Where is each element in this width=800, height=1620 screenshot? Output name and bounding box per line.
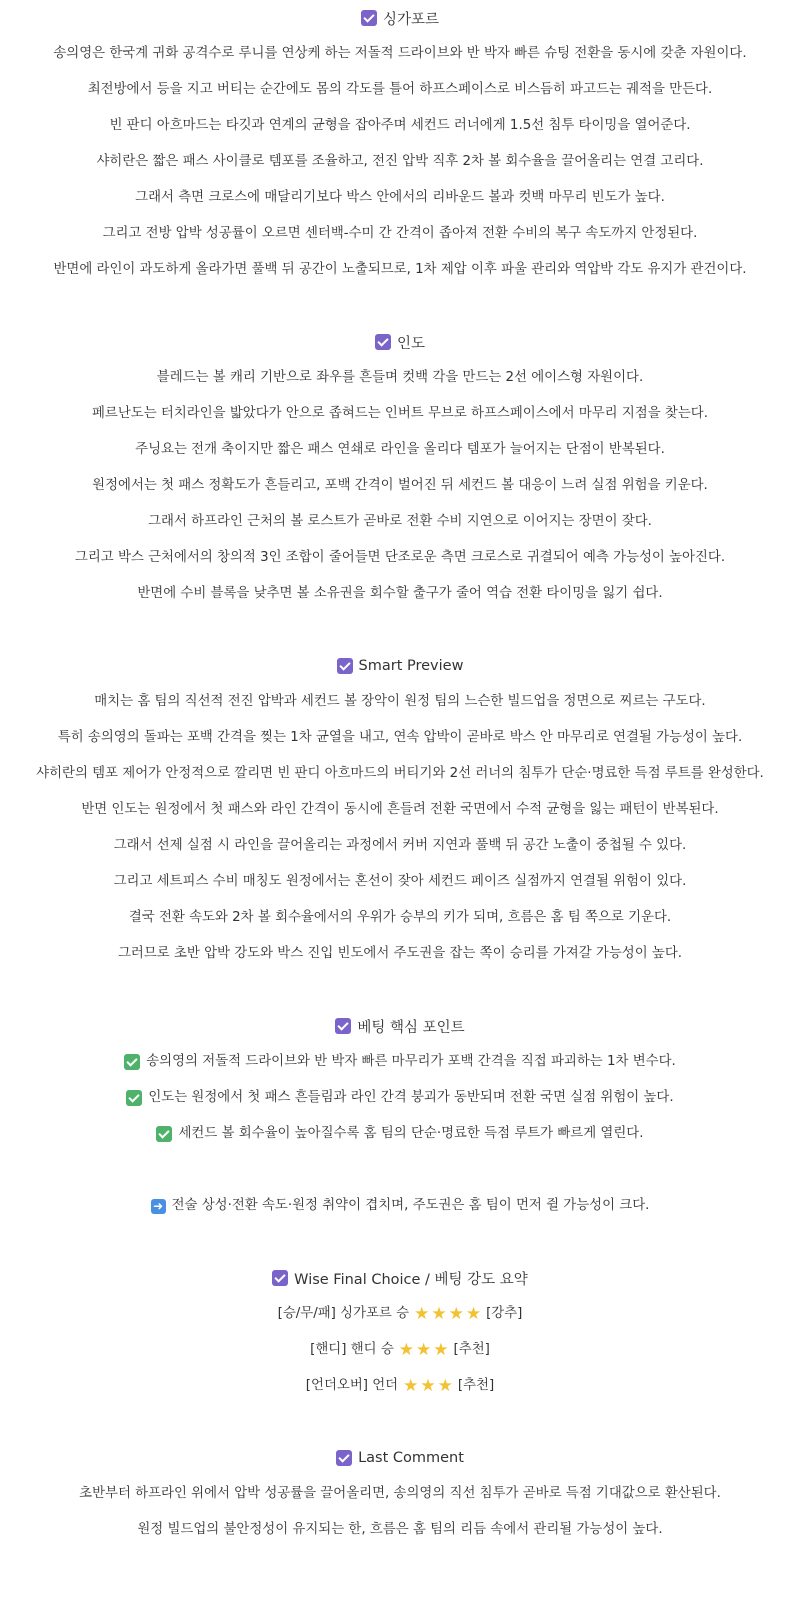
paragraph-line: 원정에서는 첫 패스 정확도가 흔들리고, 포백 간격이 벌어진 뒤 세컨드 볼 대응이 느려 실점 위험을 키운다. [92, 478, 708, 493]
paragraph-line: 그리고 전방 압박 성공률이 오르면 센터백-수미 간 간격이 좁아져 전환 수비의 복구 속도까지 안정된다. [102, 226, 698, 241]
section-betting-points [0, 1014, 800, 1218]
betting-conclusion [0, 1194, 800, 1218]
star-icon: ★ [403, 1375, 419, 1396]
check-mark-icon [156, 1126, 172, 1142]
spacer [0, 978, 800, 1014]
section-heading [0, 330, 800, 354]
section-final-choice [0, 1266, 800, 1398]
pick-label: [승/무/패] 싱가포르 승 [277, 1306, 410, 1321]
section-title: 인도 [396, 335, 425, 352]
star-icon: ★ [416, 1339, 432, 1360]
star-icon: ★ [465, 1303, 482, 1324]
section-title: 싱가포르 [382, 11, 440, 28]
section-heading [0, 1266, 800, 1290]
section-heading [0, 654, 800, 678]
checkbox-icon [361, 10, 377, 26]
checkbox-icon [335, 1018, 351, 1034]
paragraph-line: 초반부터 하프라인 위에서 압박 성공률을 끌어올리면, 송의영의 직선 침투가 곧바로 득점 기대값으로 환산된다. [79, 1486, 721, 1501]
paragraph-line: 송의영은 한국계 귀화 공격수로 루니를 연상케 하는 저돌적 드라이브와 반 박자 빠른 슈팅 전환을 동시에 갖춘 자원이다. [53, 46, 747, 61]
paragraph-line: 빈 판디 아흐마드는 타깃과 연계의 균형을 잡아주며 세컨드 러너에게 1.5선 침투 타이밍을 열어준다. [109, 118, 691, 133]
pick-label: [핸디] 핸디 승 [310, 1342, 394, 1357]
paragraph-line: 그래서 하프라인 근처의 볼 로스트가 곧바로 전환 수비 지연으로 이어지는 장면이 잦다. [148, 514, 652, 529]
paragraph-line: 주닝요는 전개 축이지만 짧은 패스 연쇄로 라인을 올리다 템포가 늘어지는 단점이 반복된다. [135, 442, 665, 457]
paragraph-line: 샤히란은 짧은 패스 사이클로 템포를 조율하고, 전진 압박 직후 2차 볼 회수율을 끌어올리는 연결 고리다. [96, 154, 704, 169]
paragraph-line: 블레드는 볼 캐리 기반으로 좌우를 흔들며 컷백 각을 만드는 2선 에이스형 자원이다. [156, 370, 644, 385]
pick-tag: [추천] [453, 1342, 490, 1357]
star-icon: ★ [448, 1303, 464, 1324]
star-rating [413, 1303, 482, 1324]
star-icon: ★ [398, 1339, 415, 1360]
checkbox-icon [375, 334, 391, 350]
paragraph-line: 그리고 박스 근처에서의 창의적 3인 조합이 줄어들면 단조로운 측면 크로스로 귀결되어 예측 가능성이 높아진다. [74, 550, 726, 565]
paragraph-line: 그래서 측면 크로스에 매달리기보다 박스 안에서의 리바운드 볼과 컷백 마무리 빈도가 높다. [135, 190, 665, 205]
section-heading [0, 6, 800, 30]
pick-row [0, 1302, 800, 1326]
section-last-comment [0, 1446, 800, 1542]
paragraph-line: 결국 전환 속도와 2차 볼 회수율에서의 우위가 승부의 키가 되며, 흐름은 홈 팀 쪽으로 기운다. [128, 910, 672, 925]
spacer [0, 1410, 800, 1446]
paragraph-line: 매치는 홈 팀의 직선적 전진 압박과 세컨드 볼 장악이 원정 팀의 느슨한 빌드업을 정면으로 찌르는 구도다. [94, 694, 706, 709]
paragraph-line: 반면 인도는 원정에서 첫 패스와 라인 간격이 동시에 흔들려 전환 국면에서 수적 균형을 잃는 패턴이 반복된다. [81, 802, 719, 817]
star-icon: ★ [420, 1375, 436, 1396]
pick-tag: [강추] [486, 1306, 523, 1321]
section-title: 베팅 핵심 포인트 [357, 1019, 465, 1036]
paragraph-line: 페르난도는 터치라인을 밟았다가 안으로 좁혀드는 인버트 무브로 하프스페이스에서 마무리 지점을 찾는다. [92, 406, 708, 421]
star-icon: ★ [414, 1303, 430, 1324]
paragraph-line: 특히 송의영의 돌파는 포백 간격을 찢는 1차 균열을 내고, 연속 압박이 곧바로 박스 안 마무리로 연결될 가능성이 높다. [57, 730, 743, 745]
star-icon: ★ [431, 1303, 447, 1324]
section-title: Last Comment [358, 1450, 464, 1466]
checkbox-icon [272, 1270, 288, 1286]
check-mark-icon [124, 1054, 140, 1070]
paragraph-line: 그래서 선제 실점 시 라인을 끌어올리는 과정에서 커버 지연과 풀백 뒤 공간 노출이 중첩될 수 있다. [113, 838, 687, 853]
paragraph-line: 반면에 라인이 과도하게 올라가면 풀백 뒤 공간이 노출되므로, 1차 제압 이후 파울 관리와 역압박 각도 유지가 관건이다. [53, 262, 747, 277]
section-heading [0, 1446, 800, 1470]
star-rating [402, 1375, 454, 1396]
section-india [0, 330, 800, 606]
paragraph-line: 샤히란의 템포 제어가 안정적으로 깔리면 빈 판디 아흐마드의 버티기와 2선 러너의 침투가 단순·명료한 득점 루트를 완성한다. [36, 766, 764, 781]
paragraph-line: 그러므로 초반 압박 강도와 박스 진입 빈도에서 주도권을 잡는 쪽이 승리를 가져갈 가능성이 높다. [117, 946, 683, 961]
star-rating [398, 1339, 450, 1360]
pick-row [0, 1338, 800, 1362]
pick-row [0, 1374, 800, 1398]
paragraph-line: 최전방에서 등을 지고 버티는 순간에도 몸의 각도를 틀어 하프스페이스로 비스듬히 파고드는 궤적을 만든다. [87, 82, 713, 97]
betting-point [0, 1122, 800, 1146]
betting-point [0, 1050, 800, 1074]
betting-point [0, 1086, 800, 1110]
betting-conclusion-text: 전술 상성·전환 속도·원정 취약이 겹치며, 주도권은 홈 팀이 먼저 쥘 가능성이 크다. [171, 1198, 650, 1213]
check-mark-icon [126, 1090, 142, 1106]
spacer [0, 1230, 800, 1266]
section-smart-preview [0, 654, 800, 966]
paragraph-line: 반면에 수비 블록을 낮추면 볼 소유권을 회수할 출구가 줄어 역습 전환 타이밍을 잃기 쉽다. [137, 586, 663, 601]
star-icon: ★ [433, 1339, 449, 1360]
section-singapore [0, 6, 800, 282]
betting-point-text: 인도는 원정에서 첫 패스 흔들림과 라인 간격 붕괴가 동반되며 전환 국면 실점 위험이 높다. [148, 1090, 674, 1105]
betting-point-text: 세컨드 볼 회수율이 높아질수록 홈 팀의 단순·명료한 득점 루트가 빠르게 열린다. [178, 1126, 644, 1141]
spacer [0, 618, 800, 654]
pick-tag: [추천] [457, 1378, 495, 1393]
checkbox-icon [336, 1450, 352, 1466]
section-title: Wise Final Choice / 베팅 강도 요약 [294, 1271, 528, 1288]
section-heading [0, 1014, 800, 1038]
right-arrow-icon: ➜ [151, 1199, 166, 1214]
spacer [0, 1158, 800, 1194]
spacer [0, 294, 800, 330]
paragraph-line: 그리고 세트피스 수비 매칭도 원정에서는 혼선이 잦아 세컨드 페이즈 실점까지 연결될 위험이 있다. [113, 874, 687, 889]
checkbox-icon [337, 658, 353, 674]
star-icon: ★ [437, 1375, 453, 1396]
pick-label: [언더오버] 언더 [305, 1378, 399, 1393]
section-title: Smart Preview [358, 658, 464, 674]
betting-point-text: 송의영의 저돌적 드라이브와 반 박자 빠른 마무리가 포백 간격을 직접 파괴하는 1차 변수다. [146, 1054, 676, 1069]
paragraph-line: 원정 빌드업의 불안정성이 유지되는 한, 흐름은 홈 팀의 리듬 속에서 관리될 가능성이 높다. [137, 1522, 663, 1537]
